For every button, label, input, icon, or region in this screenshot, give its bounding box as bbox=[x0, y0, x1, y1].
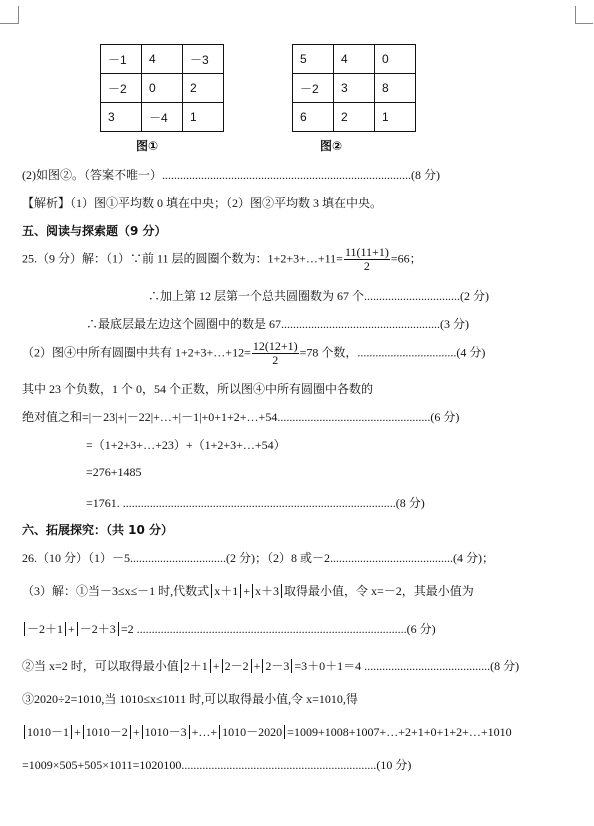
plus-sign: + bbox=[74, 725, 81, 739]
answer-line-2: (2)如图②。（答案不唯一）...................................................................................(8 分) bbox=[22, 168, 440, 182]
abs-1010-minus-2: 1010－2 bbox=[83, 725, 131, 739]
grid1-cell: 0 bbox=[142, 74, 183, 103]
abs-x-plus-1: x＋1 bbox=[211, 584, 241, 598]
abs-2-plus-1: 2＋1 bbox=[181, 659, 211, 673]
plus-sign: + bbox=[68, 622, 75, 636]
q26-part3-line1 bbox=[22, 582, 474, 599]
crop-mark-top-right bbox=[575, 6, 594, 24]
q25-part2 bbox=[22, 340, 485, 367]
grid2-cell: 4 bbox=[334, 45, 375, 74]
q26-part3-line6: =1009×505+505×1011=1020100.................................................................(10 分) bbox=[22, 758, 412, 772]
q26-part3-line5 bbox=[22, 723, 512, 740]
abs-neg2-plus-1: －2＋1 bbox=[24, 622, 66, 636]
grid1-cell: 1 bbox=[183, 103, 224, 132]
q25-step3: ∴最底层最左边这个圆圈中的数是 67.....................................................(3 分) bbox=[86, 317, 469, 331]
figure-2-caption: 图② bbox=[320, 139, 343, 153]
grid1-cell: －2 bbox=[101, 74, 142, 103]
q26-b-text: ②当 x=2 时，可以取得最小值 bbox=[22, 659, 179, 673]
q25-sentence2: 绝对值之和=|－23|+|－22|+…+|－1|+0+1+2+…+54...................................................(6 分) bbox=[22, 410, 460, 424]
grid2-cell: 2 bbox=[334, 103, 375, 132]
q25-sentence4: =276+1485 bbox=[86, 465, 142, 479]
grid2-cell: 3 bbox=[334, 74, 375, 103]
section-6-heading: 六、拓展探究：（共 10 分） bbox=[22, 523, 174, 537]
grid2-cell: 5 bbox=[293, 45, 334, 74]
abs-1010-minus-1: 1010－1 bbox=[24, 725, 72, 739]
magic-square-1 bbox=[100, 44, 224, 132]
q26-part3-text: （3）解：①当－3≤x≤－1 时,代数式 bbox=[22, 584, 210, 598]
abs-1010-minus-2020: 1010－2020 bbox=[219, 725, 285, 739]
q25-part1-result: =66； bbox=[390, 251, 422, 266]
grid1-cell: －1 bbox=[101, 45, 142, 74]
q26-answer-1-2: 26.（10 分）（1）－5................................(2 分)；（2）8 或－2.........................................(4 分)； bbox=[22, 551, 494, 565]
analysis-line: 【解析】（1）图①平均数 0 填在中央；（2）图②平均数 3 填在中央。 bbox=[22, 196, 383, 210]
grid1-cell: 3 bbox=[101, 103, 142, 132]
q26-part3-tail: 取得最小值，令 x=－2，其最小值为 bbox=[284, 584, 474, 598]
abs-x-plus-3: x＋3 bbox=[252, 584, 282, 598]
q25-sentence1: 其中 23 个负数，1 个 0，54 个正数，所以图④中所有圆圈中各数的 bbox=[22, 382, 374, 396]
grid2-cell: 0 bbox=[375, 45, 416, 74]
q26-part3-result: =2 ..........................................................................................(6 分) bbox=[120, 622, 436, 636]
grid2-cell: －2 bbox=[293, 74, 334, 103]
abs-2-minus-3: 2－3 bbox=[262, 659, 292, 673]
section-5-heading: 五、阅读与探索题（9 分） bbox=[22, 224, 167, 238]
plus-sign: + bbox=[253, 659, 261, 673]
q25-step2: ∴加上第 12 层第一个总共圆圈数为 67 个................................(2 分) bbox=[148, 289, 489, 303]
q25-part2-fraction bbox=[252, 340, 299, 367]
q26-b-result: =3＋0＋1＝4 ..........................................(8 分) bbox=[294, 659, 520, 673]
q25-sentence3: =（1+2+3+…+23）+（1+2+3+…+54） bbox=[86, 438, 286, 452]
q26-part3-line3 bbox=[22, 657, 519, 674]
crop-mark-top-left bbox=[0, 6, 19, 24]
q25-fraction-denominator: 2 bbox=[363, 259, 370, 273]
abs-2-minus-2: 2－2 bbox=[222, 659, 252, 673]
magic-square-2 bbox=[292, 44, 416, 132]
grid2-cell: 8 bbox=[375, 74, 416, 103]
q26-part3-line2 bbox=[22, 620, 436, 637]
grid1-cell: －3 bbox=[183, 45, 224, 74]
q26-part3-line4: ③2020÷2=1010,当 1010≤x≤1011 时,可以取得最小值,令 x=1010,得 bbox=[22, 692, 358, 706]
abs-neg2-plus-3: －2＋3 bbox=[77, 622, 119, 636]
q25-part2-denominator: 2 bbox=[272, 353, 279, 367]
crop-mark-top-left-h bbox=[0, 23, 18, 24]
q25-part2-numerator: 12(12+1) bbox=[252, 339, 298, 353]
q25-part2-text: （2）图④中所有圆圈中共有 1+2+3+…+12= bbox=[22, 345, 251, 360]
grid2-cell: 1 bbox=[375, 103, 416, 132]
plus-sign: + bbox=[132, 725, 140, 739]
grid2-cell: 6 bbox=[293, 103, 334, 132]
q25-fraction bbox=[344, 246, 390, 273]
ellipsis-sum: +…+ bbox=[191, 725, 218, 739]
q25-part1-text: 25.（9 分）解：（1）∵前 11 层的圆圈个数为：1+2+3+…+11= bbox=[22, 251, 343, 266]
q26-c-sum: =1009+1008+1007+…+2+1+0+1+2+…+1010 bbox=[287, 725, 512, 739]
plus-sign: + bbox=[243, 584, 250, 598]
grid1-cell: －4 bbox=[142, 103, 183, 132]
q25-fraction-numerator: 11(11+1) bbox=[344, 245, 389, 259]
q25-sentence5: =1761. ...........................................................................................(8 分) bbox=[86, 496, 425, 510]
grid1-cell: 2 bbox=[183, 74, 224, 103]
figure-1-caption: 图① bbox=[136, 139, 159, 153]
crop-mark-top-right-h bbox=[575, 23, 593, 24]
plus-sign: + bbox=[212, 659, 220, 673]
q25-part2-result: =78 个数，.................................(4 分) bbox=[299, 345, 486, 360]
grid1-cell: 4 bbox=[142, 45, 183, 74]
abs-1010-minus-3: 1010－3 bbox=[142, 725, 190, 739]
q25-part1 bbox=[22, 246, 422, 273]
